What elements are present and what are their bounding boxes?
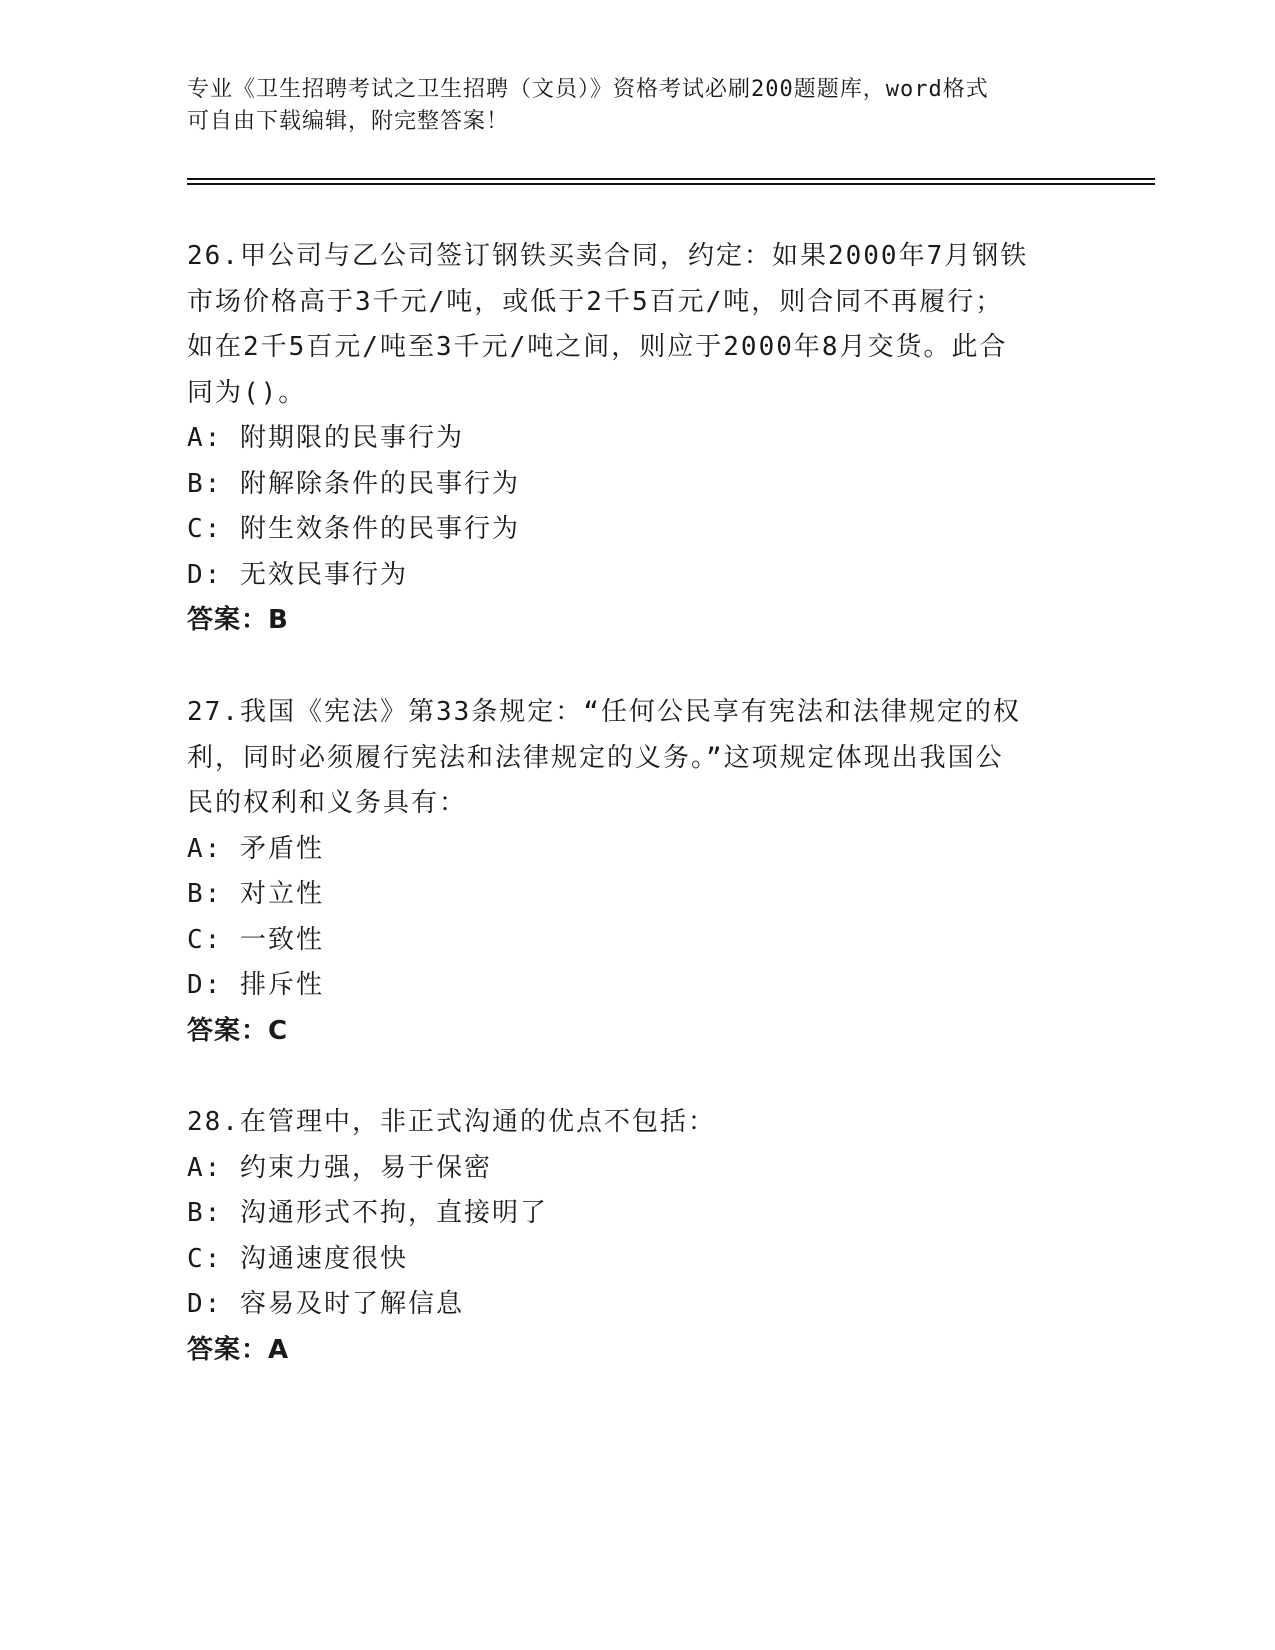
option-text: 无效民事行为 <box>239 559 408 590</box>
option-text: 对立性 <box>239 879 324 909</box>
option-a <box>187 1146 1087 1192</box>
question-27 <box>187 690 1087 1054</box>
header-line-1: 专业《卫生招聘考试之卫生招聘（文员）》资格考试必刷200题题库，word格式 <box>187 77 989 102</box>
option-b <box>187 462 1087 508</box>
option-text: 约束力强，易于保密 <box>239 1152 492 1183</box>
option-b <box>187 1191 1087 1237</box>
option-key: B: <box>187 1198 240 1228</box>
option-text: 附生效条件的民事行为 <box>239 514 520 544</box>
option-key: D: <box>187 559 240 590</box>
question-stem-line: 27.我国《宪法》第33条规定：“任何公民享有宪法和法律规定的权 <box>187 697 1021 727</box>
option-text: 附期限的民事行为 <box>239 423 464 453</box>
question-26 <box>187 234 1087 644</box>
answer-line: 答案：A <box>187 1334 290 1365</box>
option-key: A: <box>187 423 240 453</box>
header-divider-bottom <box>187 183 1155 185</box>
question-28 <box>187 1100 1087 1373</box>
option-text: 附解除条件的民事行为 <box>239 468 520 499</box>
option-key: C: <box>187 514 240 544</box>
option-key: B: <box>187 879 240 909</box>
option-text: 排斥性 <box>239 970 324 1000</box>
option-key: A: <box>187 1152 240 1183</box>
option-key: C: <box>187 924 240 955</box>
option-text: 容易及时了解信息 <box>239 1289 464 1319</box>
question-stem-line: 利，同时必须履行宪法和法律规定的义务。”这项规定体现出我国公 <box>187 742 1004 773</box>
option-key: A: <box>187 833 240 864</box>
option-d <box>187 1282 1087 1328</box>
answer-line: 答案：B <box>187 605 289 635</box>
question-stem-line: 同为()。 <box>187 377 307 408</box>
option-a <box>187 416 1087 462</box>
option-text: 沟通速度很快 <box>239 1243 408 1274</box>
option-key: D: <box>187 1289 240 1319</box>
answer-line: 答案：C <box>187 1015 289 1046</box>
header-line-2: 可自由下载编辑，附完整答案！ <box>187 109 510 134</box>
question-stem-line: 28.在管理中，非正式沟通的优点不包括： <box>187 1107 716 1137</box>
option-c <box>187 507 1087 553</box>
question-stem-line: 26.甲公司与乙公司签订钢铁买卖合同，约定：如果2000年7月钢铁 <box>187 241 1029 271</box>
option-b <box>187 872 1087 918</box>
question-stem-line: 市场价格高于3千元/吨，或低于2千5百元/吨，则合同不再履行； <box>187 286 1004 317</box>
option-text: 一致性 <box>239 924 324 955</box>
option-key: C: <box>187 1243 240 1274</box>
document-header <box>187 74 1067 138</box>
option-a <box>187 827 1087 873</box>
option-d <box>187 963 1087 1009</box>
option-key: B: <box>187 468 240 499</box>
option-text: 矛盾性 <box>239 833 324 864</box>
option-key: D: <box>187 970 240 1000</box>
header-divider-top <box>187 178 1155 180</box>
option-c <box>187 1237 1087 1283</box>
option-text: 沟通形式不拘，直接明了 <box>239 1198 548 1228</box>
question-stem-line: 如在2千5百元/吨至3千元/吨之间，则应于2000年8月交货。此合 <box>187 332 1008 362</box>
question-stem-line: 民的权利和义务具有： <box>187 788 468 818</box>
option-d <box>187 553 1087 599</box>
option-c <box>187 918 1087 964</box>
